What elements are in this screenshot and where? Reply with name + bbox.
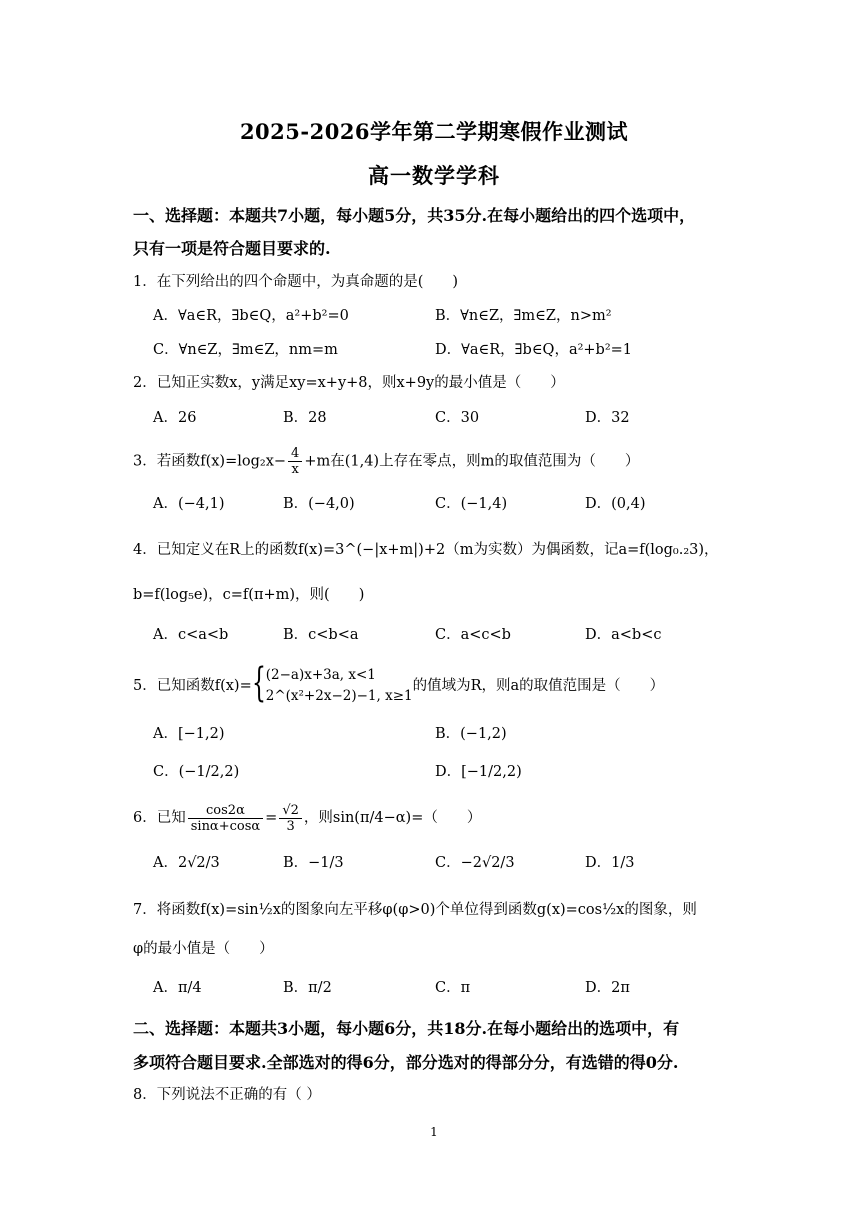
- section-1-heading-line-1: 一、选择题：本题共7小题，每小题5分，共35分.在每小题给出的四个选项中，: [133, 206, 696, 225]
- question-3-stem-suffix: +m在(1,4)上存在零点，则m的取值范围为（ ）: [304, 453, 640, 470]
- question-6-equals: =: [265, 810, 278, 826]
- question-4-option-c: C．a<c<b: [435, 627, 511, 643]
- question-6-rhs-denominator: 3: [286, 818, 295, 834]
- section-1-heading-line-2: 只有一项是符合题目要求的.: [133, 239, 331, 258]
- question-2-option-a: A．26: [153, 410, 197, 426]
- question-4-stem-line-1: 4．已知定义在R上的函数f(x)=3^(−|x+m|)+2（m为实数）为偶函数，记a=f(log₀.₂3)，: [133, 542, 719, 558]
- question-3-fraction-denominator: x: [291, 462, 299, 477]
- exam-title: 2025-2026学年第二学期寒假作业测试: [239, 119, 629, 144]
- question-3-fraction-numerator: 4: [288, 446, 302, 462]
- section-2-heading-line-2: 多项符合题目要求.全部选对的得6分，部分选对的得部分分，有选错的得0分.: [133, 1053, 679, 1072]
- question-7-option-c: C．π: [435, 980, 471, 996]
- question-5-stem-suffix: 的值域为R，则a的取值范围是（ ）: [412, 678, 665, 694]
- question-6-option-d: D．1/3: [585, 855, 635, 871]
- question-5-option-d: D．[−1/2,2): [435, 764, 522, 780]
- question-5-piecewise: [251, 660, 413, 707]
- question-3-fraction: [288, 446, 302, 477]
- question-5-stem-prefix: 5．已知函数f(x)=: [133, 678, 252, 694]
- question-1-option-d: D．∀a∈R，∃b∈Q，a²+b²=1: [435, 342, 633, 358]
- question-7-option-b: B．π/2: [283, 980, 332, 996]
- question-3-option-d: D．(0,4): [585, 496, 646, 512]
- question-3-function: f(x)=log₂x−: [200, 453, 287, 470]
- question-5-stem: [133, 660, 758, 708]
- question-7-stem-line-1: 7．将函数f(x)=sin½x的图象向左平移φ(φ>0)个单位得到函数g(x)=cos½x的图象，则: [133, 902, 697, 918]
- question-4-option-a: A．c<a<b: [153, 627, 229, 643]
- question-6-option-a: A．2√2/3: [153, 855, 220, 871]
- question-3-option-c: C．(−1,4): [435, 496, 508, 512]
- question-3-stem: [133, 446, 758, 477]
- question-3-option-a: A．(−4,1): [153, 496, 225, 512]
- question-6-stem-suffix: ，则sin(π/4−α)=（ ）: [303, 810, 482, 826]
- question-1-option-a: A．∀a∈R，∃b∈Q，a²+b²=0: [153, 308, 349, 324]
- question-6-lhs-numerator: cos2α: [188, 803, 263, 819]
- question-5-option-c: C．(−1/2,2): [153, 764, 240, 780]
- left-brace-icon: {: [251, 660, 266, 706]
- section-2-heading-line-1: 二、选择题：本题共3小题，每小题6分，共18分.在每小题给出的选项中，有: [133, 1019, 680, 1038]
- question-7-option-a: A．π/4: [153, 980, 202, 996]
- question-1-stem: 1．在下列给出的四个命题中，为真命题的是( ): [133, 274, 459, 290]
- question-5-option-b: B．(−1,2): [435, 726, 507, 742]
- question-6-rhs-fraction: [279, 803, 302, 834]
- question-6-lhs-denominator: sinα+cosα: [190, 818, 261, 834]
- question-8-stem: 8．下列说法不正确的有（ ）: [133, 1087, 321, 1103]
- question-4-option-d: D．a<b<c: [585, 627, 662, 643]
- question-6-stem-prefix: 6．已知: [133, 810, 186, 826]
- question-4-option-b: B．c<b<a: [283, 627, 359, 643]
- question-5-case-1: (2−a)x+3a, x<1: [265, 667, 376, 683]
- question-7-stem-line-2: φ的最小值是（ ）: [133, 941, 274, 957]
- page-number: 1: [430, 1125, 438, 1139]
- question-5-option-a: A．[−1,2): [153, 726, 225, 742]
- question-6-option-c: C．−2√2/3: [435, 855, 515, 871]
- question-6-lhs-fraction: [188, 803, 263, 834]
- question-7-option-d: D．2π: [585, 980, 630, 996]
- question-3-stem-prefix: 3．若函数: [133, 453, 201, 470]
- question-2-option-c: C．30: [435, 410, 480, 426]
- question-6-rhs-numerator: √2: [279, 803, 302, 819]
- question-1-option-c: C．∀n∈Z，∃m∈Z，nm=m: [153, 342, 338, 358]
- question-4-stem-line-2: b=f(log₅e)，c=f(π+m)，则( ): [133, 587, 365, 603]
- question-3-option-b: B．(−4,0): [283, 496, 355, 512]
- question-2-option-b: B．28: [283, 410, 327, 426]
- question-2-stem: 2．已知正实数x，y满足xy=x+y+8，则x+9y的最小值是（ ）: [133, 375, 565, 391]
- question-6-stem: [133, 801, 758, 835]
- question-1-option-b: B．∀n∈Z，∃m∈Z，n>m²: [435, 308, 612, 324]
- question-6-option-b: B．−1/3: [283, 855, 344, 871]
- question-2-option-d: D．32: [585, 410, 630, 426]
- exam-subtitle: 高一数学学科: [368, 163, 500, 188]
- question-5-case-2: 2^(x²+2x−2)−1, x≥1: [265, 688, 413, 704]
